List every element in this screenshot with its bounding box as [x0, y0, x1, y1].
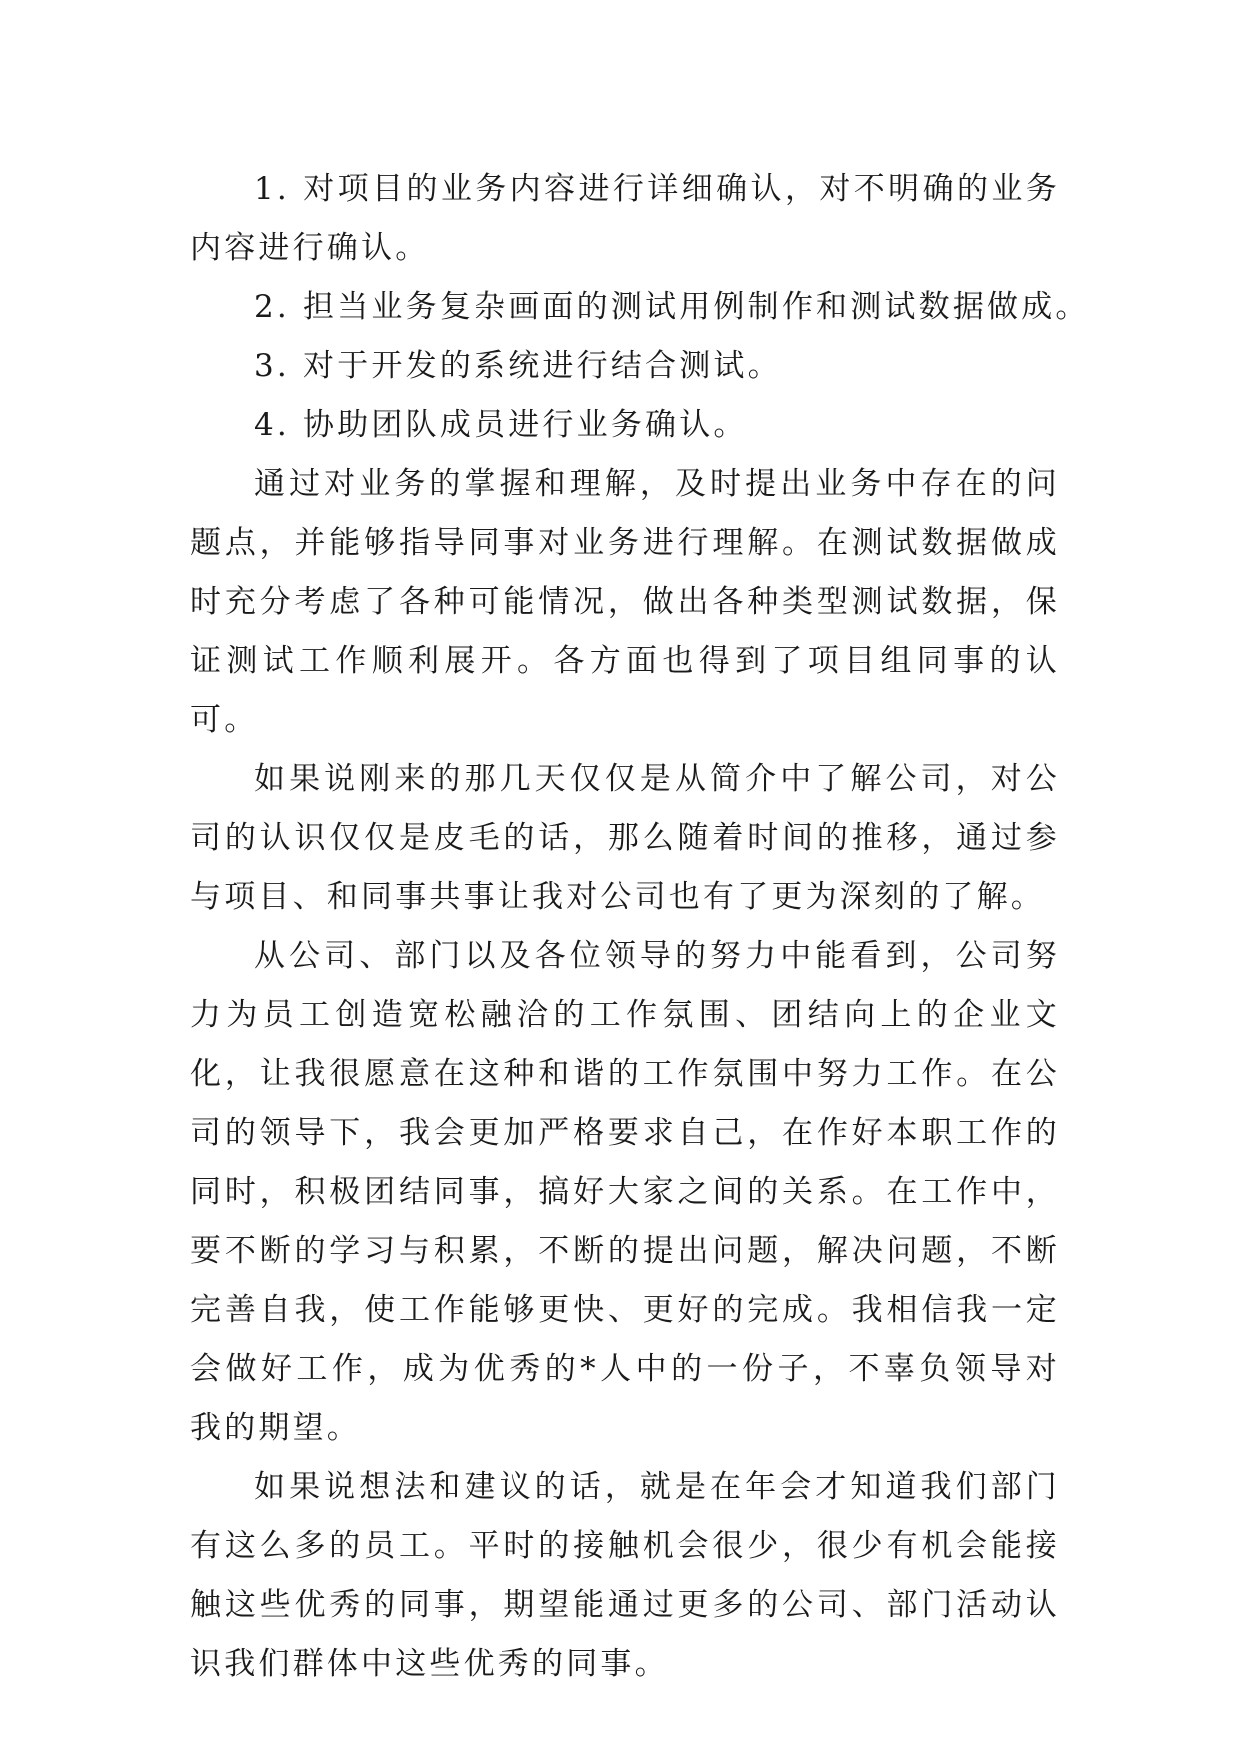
list-item-1: 1. 对项目的业务内容进行详细确认，对不明确的业务内容进行确认。 [190, 171, 1060, 266]
paragraph-2: 如果说刚来的那几天仅仅是从简介中了解公司，对公司的认识仅仅是皮毛的话，那么随着时间的推移，通过参与项目、和同事共事让我对公司也有了更为深刻的了解。 [190, 761, 1060, 915]
document-body [190, 160, 1090, 1694]
paragraph-1: 通过对业务的掌握和理解，及时提出业务中存在的问题点，并能够指导同事对业务进行理解。在测试数据做成时充分考虑了各种可能情况，做出各种类型测试数据，保证测试工作顺利展开。各方面也得到了项目组同事的认可。 [190, 466, 1060, 738]
list-item-2: 2. 担当业务复杂画面的测试用例制作和测试数据做成。 [254, 289, 1090, 325]
paragraph-4: 如果说想法和建议的话，就是在年会才知道我们部门有这么多的员工。平时的接触机会很少，很少有机会能接触这些优秀的同事，期望能通过更多的公司、部门活动认识我们群体中这些优秀的同事。 [190, 1469, 1060, 1682]
list-item-4: 4. 协助团队成员进行业务确认。 [254, 407, 748, 443]
paragraph-3: 从公司、部门以及各位领导的努力中能看到，公司努力为员工创造宽松融洽的工作氛围、团结向上的企业文化，让我很愿意在这种和谐的工作氛围中努力工作。在公司的领导下，我会更加严格要求自己，在作好本职工作的同时，积极团结同事，搞好大家之间的关系。在工作中，要不断的学习与积累，不断的提出问题，解决问题，不断完善自我，使工作能够更快、更好的完成。我相信我一定会做好工作，成为优秀的*人中的一份子，不辜负领导对我的期望。 [190, 938, 1060, 1446]
list-item-3: 3. 对于开发的系统进行结合测试。 [254, 348, 782, 384]
